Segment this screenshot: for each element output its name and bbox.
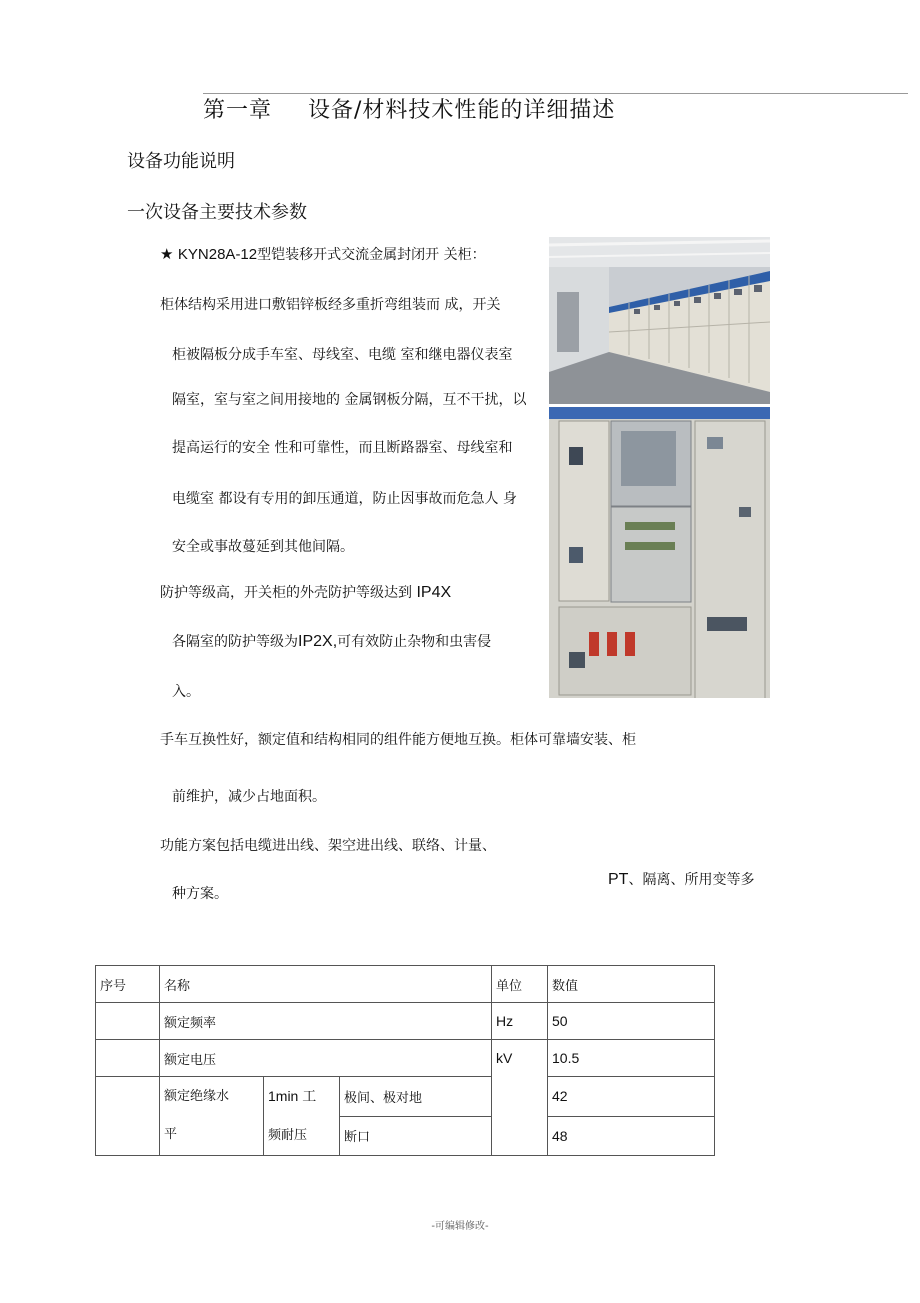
pt-label: PT — [608, 871, 629, 888]
header-value: 数值 — [548, 966, 715, 1003]
protection-text: 各隔室的防护等级为 — [172, 634, 298, 650]
paragraph-line: 提高运行的安全 性和可靠性，而且断路器室、母线室和 — [172, 440, 513, 456]
table-row — [96, 1077, 715, 1117]
paragraph-line: 柜被隔板分成手车室、母线室、电缆 室和继电器仪表室 — [172, 347, 513, 363]
header-no: 序号 — [96, 966, 160, 1003]
cell-value: 50 — [548, 1003, 715, 1040]
cell-value: 42 — [548, 1077, 715, 1117]
cell-no — [96, 1040, 160, 1077]
cell-value: 10.5 — [548, 1040, 715, 1077]
paragraph-line: 隔室，室与室之间用接地的 金属钢板分隔，互不干扰，以 — [172, 392, 527, 408]
chapter-number: 第一章 — [203, 98, 273, 123]
switchgear-room-photo — [549, 237, 770, 404]
product-model: KYN28A-12 — [177, 246, 258, 263]
ip4x-label: IP4X — [416, 584, 452, 601]
star-icon: ★ — [160, 245, 174, 263]
paragraph-line: 安全或事故蔓延到其他间隔。 — [172, 539, 354, 555]
paragraph-line: 电缆室 都设有专用的卸压通道，防止因事故而危急人 身 — [172, 491, 517, 507]
cell-insulation-name — [160, 1077, 264, 1156]
protection-line — [172, 631, 491, 651]
table-header-row — [96, 966, 715, 1003]
insulation-sub-line2: 频耐压 — [268, 1128, 308, 1143]
paragraph-line: 入。 — [172, 684, 200, 700]
cell-no — [96, 1003, 160, 1040]
insulation-name-line2: 平 — [164, 1127, 178, 1142]
ip2x-label: IP2X, — [298, 633, 338, 650]
insulation-name-line1: 额定绝缘水 — [164, 1089, 230, 1104]
protection-text: 防护等级高，开关柜的外壳防护等级达到 — [160, 585, 412, 601]
page-footer: -可编辑修改- — [431, 1221, 489, 1232]
table-row — [96, 1040, 715, 1077]
cell-unit: kV — [492, 1040, 548, 1156]
section-heading-function: 设备功能说明 — [127, 151, 235, 172]
cell-value: 48 — [548, 1116, 715, 1156]
paragraph-line: 种方案。 — [172, 886, 228, 902]
insulation-sub-line1: 1min 工 — [268, 1088, 317, 1104]
scheme-continuation — [608, 869, 754, 889]
chapter-heading — [203, 93, 615, 124]
paragraph-line: 功能方案包括电缆进出线、架空进出线、联络、计量、 — [160, 838, 496, 854]
cell-label: 极间、极对地 — [340, 1077, 492, 1117]
protection-line — [160, 582, 451, 602]
cabinet-closeup-photo — [549, 407, 770, 698]
cell-name: 额定频率 — [160, 1003, 492, 1040]
protection-text: 可有效防止杂物和虫害侵 — [337, 634, 492, 650]
product-desc: 型铠装移开式交流金属封闭开 关柜： — [257, 247, 486, 263]
product-line — [160, 244, 486, 264]
header-unit: 单位 — [492, 966, 548, 1003]
cell-label: 断口 — [340, 1116, 492, 1156]
paragraph-line: 前维护，减少占地面积。 — [172, 789, 326, 805]
chapter-title: 设备/材料技术性能的详细描述 — [308, 98, 616, 123]
cell-unit: Hz — [492, 1003, 548, 1040]
table-row — [96, 1003, 715, 1040]
cell-insulation-sub — [264, 1077, 340, 1156]
header-name: 名称 — [160, 966, 492, 1003]
scheme-text: 、隔离、所用变等多 — [628, 872, 755, 888]
paragraph-line: 手车互换性好，额定值和结构相同的组件能方便地互换。柜体可靠墙安装、柜 — [160, 732, 636, 748]
cell-no — [96, 1077, 160, 1156]
cell-name: 额定电压 — [160, 1040, 492, 1077]
spec-table — [95, 965, 715, 1156]
section-heading-params: 一次设备主要技术参数 — [127, 202, 307, 223]
paragraph-line: 柜体结构采用进口敷铝锌板经多重折弯组装而 成，开关 — [160, 297, 501, 313]
